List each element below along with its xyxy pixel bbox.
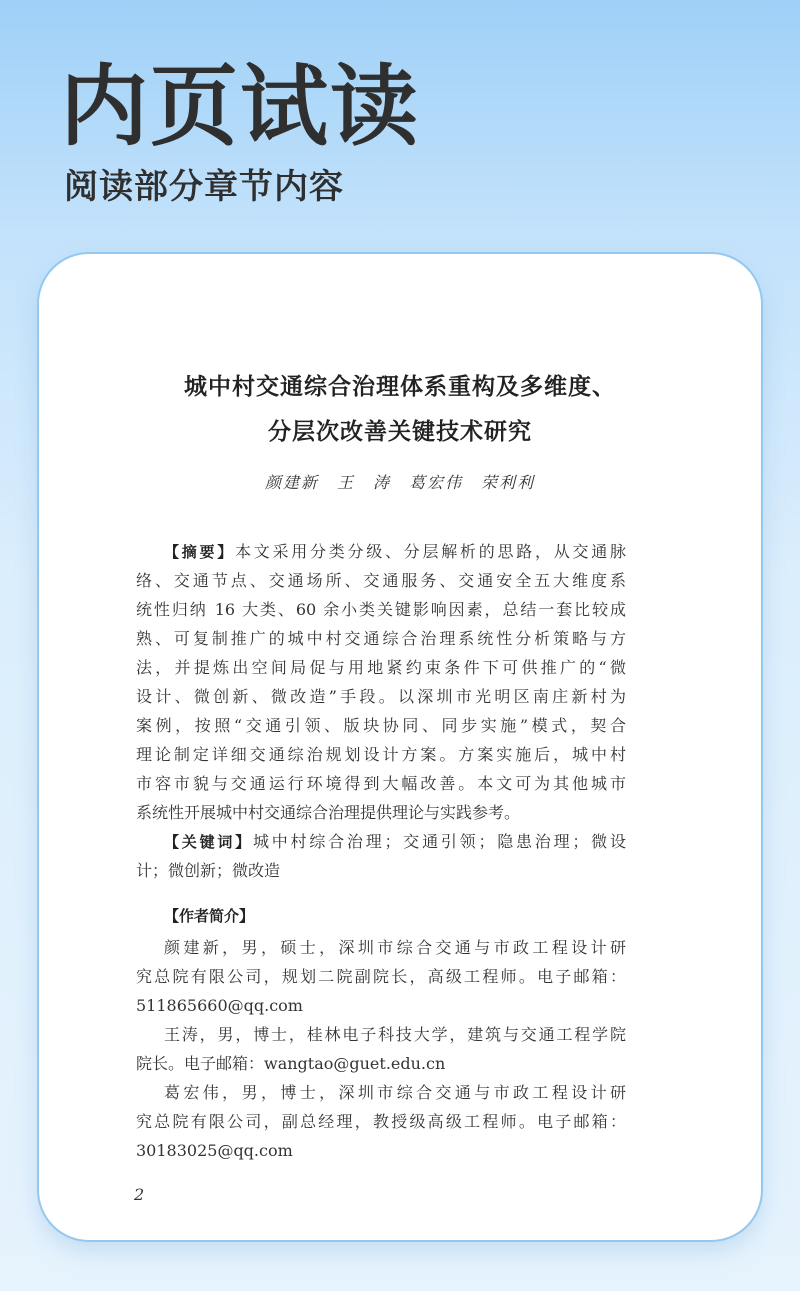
abstract-text: 本文采用分类分级、分层解析的思路，从交通脉 bbox=[235, 542, 626, 561]
author-intro-line: 葛宏伟，男，博士，深圳市综合交通与市政工程设计研 bbox=[164, 1083, 626, 1102]
abstract-line: 理论制定详细交通综治规划设计方案。方案实施后，城中村 bbox=[136, 745, 626, 764]
author-intro-line: 院长。电子邮箱：wangtao@guet.edu.cn bbox=[136, 1054, 446, 1073]
abstract-line: 络、交通节点、交通场所、交通服务、交通安全五大维度系 bbox=[136, 571, 626, 590]
keywords-text: 城中村综合治理；交通引领；隐患治理；微设 bbox=[252, 832, 626, 851]
abstract-line: 案例，按照“交通引领、版块协同、同步实施”模式，契合 bbox=[136, 716, 626, 735]
book-page-card bbox=[37, 252, 763, 1242]
author-intro-line: 究总院有限公司，规划二院副院长，高级工程师。电子邮箱： bbox=[136, 967, 626, 986]
abstract-line bbox=[164, 540, 626, 564]
author-intro-line: 王涛，男，博士，桂林电子科技大学，建筑与交通工程学院 bbox=[164, 1025, 626, 1044]
paper-title-line-2: 分层次改善关键技术研究 bbox=[268, 419, 532, 445]
author-intro-line: 30183025@qq.com bbox=[136, 1141, 293, 1160]
keywords-line bbox=[164, 830, 626, 854]
keywords-line: 计；微创新；微改造 bbox=[136, 861, 281, 880]
author-intro-line: 颜建新，男，硕士，深圳市综合交通与市政工程设计研 bbox=[164, 938, 626, 957]
banner-title: 内页试读 bbox=[60, 55, 421, 158]
author-list: 颜建新 王 涛 葛宏伟 荣利利 bbox=[264, 473, 535, 492]
paper-title-line-1: 城中村交通综合治理体系重构及多维度、 bbox=[184, 374, 616, 400]
banner-subtitle: 阅读部分章节内容 bbox=[64, 167, 344, 207]
abstract-line: 熟、可复制推广的城中村交通综合治理系统性分析策略与方 bbox=[136, 629, 626, 648]
author-intro-line: 究总院有限公司，副总经理，教授级高级工程师。电子邮箱： bbox=[136, 1112, 626, 1131]
page-number: 2 bbox=[134, 1185, 145, 1204]
abstract-label: 【摘要】 bbox=[164, 543, 235, 561]
abstract-line: 市容市貌与交通运行环境得到大幅改善。本文可为其他城市 bbox=[136, 774, 626, 793]
abstract-line: 统性归纳 16 大类、60 余小类关键影响因素，总结一套比较成 bbox=[136, 600, 626, 619]
abstract-line: 系统性开展城中村交通综合治理提供理论与实践参考。 bbox=[136, 803, 521, 822]
abstract-line: 设计、微创新、微改造”手段。以深圳市光明区南庄新村为 bbox=[136, 687, 626, 706]
keywords-label: 【关键词】 bbox=[164, 833, 253, 851]
author-intro-line: 511865660@qq.com bbox=[136, 996, 303, 1015]
author-intro-heading: 【作者简介】 bbox=[164, 907, 255, 925]
abstract-line: 法，并提炼出空间局促与用地紧约束条件下可供推广的“微 bbox=[136, 658, 626, 677]
